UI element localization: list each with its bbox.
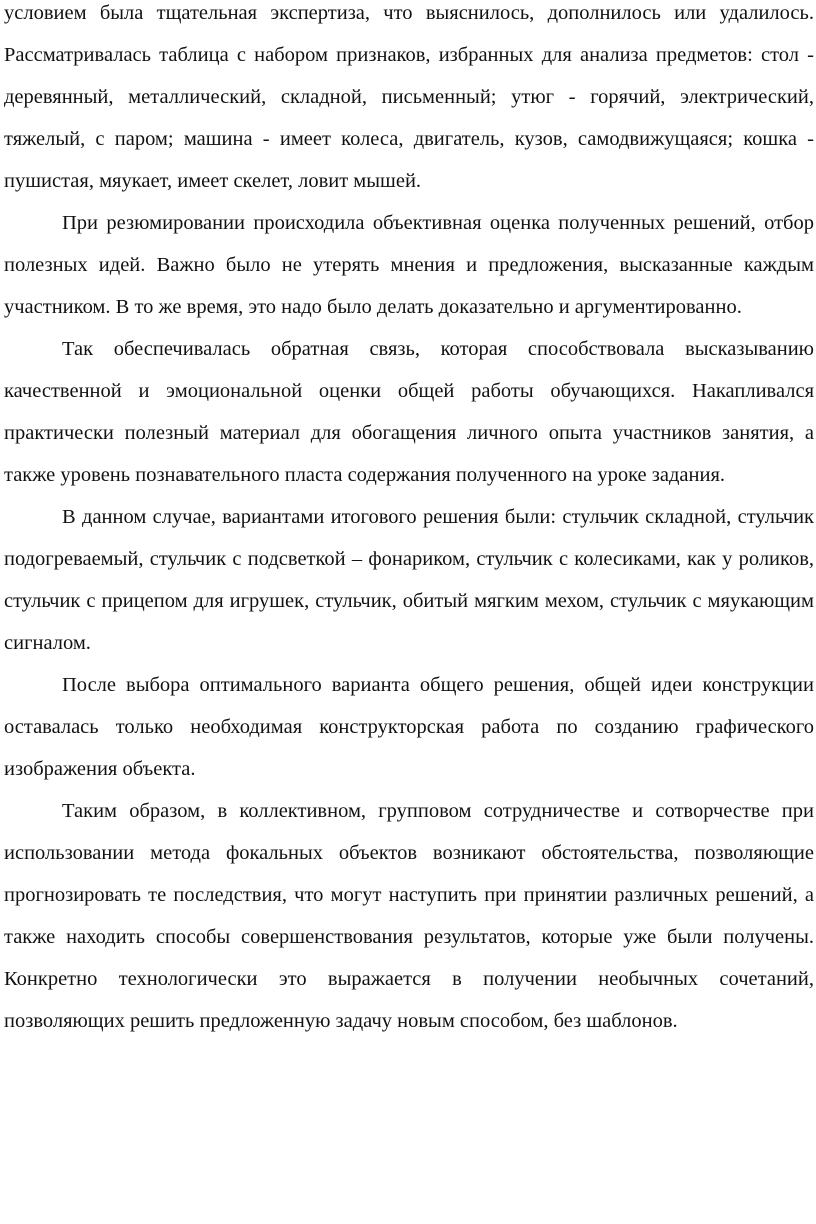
document-page: [4, 0, 814, 1042]
paragraph-summary: При резюмировании происходила объективная оценка полученных решений, отбор полезных идей. Важно было не утерять мнения и предложения, высказанные каждым участником. В то же время, это надо было делать доказательно и аргументированно.: [4, 212, 814, 318]
paragraph-continuation: условием была тщательная экспертиза, что выяснилось, дополнилось или удалилось. Рассматривалась таблица с набором признаков, избранных для анализа предметов: стол - деревянный, металлический, складной, письменный; утюг - горячий, электрический, тяжелый, с паром; машина - имеет колеса, двигатель, кузов, самодвижущаяся; кошка - пушистая, мяукает, имеет скелет, ловит мышей.: [4, 2, 814, 192]
paragraph-choice: После выбора оптимального варианта общего решения, общей идеи конструкции оставалась только необходимая конструкторская работа по созданию графического изображения объекта.: [4, 674, 814, 780]
paragraph-feedback: Так обеспечивалась обратная связь, которая способствовала высказыванию качественной и эмоциональной оценки общей работы обучающихся. Накапливался практически полезный материал для обогащения личного опыта участников занятия, а также уровень познавательного пласта содержания полученного на уроке задания.: [4, 338, 814, 486]
paragraph-conclusion: Таким образом, в коллективном, групповом сотрудничестве и сотворчестве при использовании метода фокальных объектов возникают обстоятельства, позволяющие прогнозировать те последствия, что могут наступить при принятии различных решений, а также находить способы совершенствования результатов, которые уже были получены. Конкретно технологически это выражается в получении необычных сочетаний, позволяющих решить предложенную задачу новым способом, без шаблонов.: [4, 800, 814, 1032]
paragraph-solution-variants: В данном случае, вариантами итогового решения были: стульчик складной, стульчик подогреваемый, стульчик с подсветкой – фонариком, стульчик с колесиками, как у роликов, стульчик с прицепом для игрушек, стульчик, обитый мягким мехом, стульчик с мяукающим сигналом.: [4, 506, 814, 654]
